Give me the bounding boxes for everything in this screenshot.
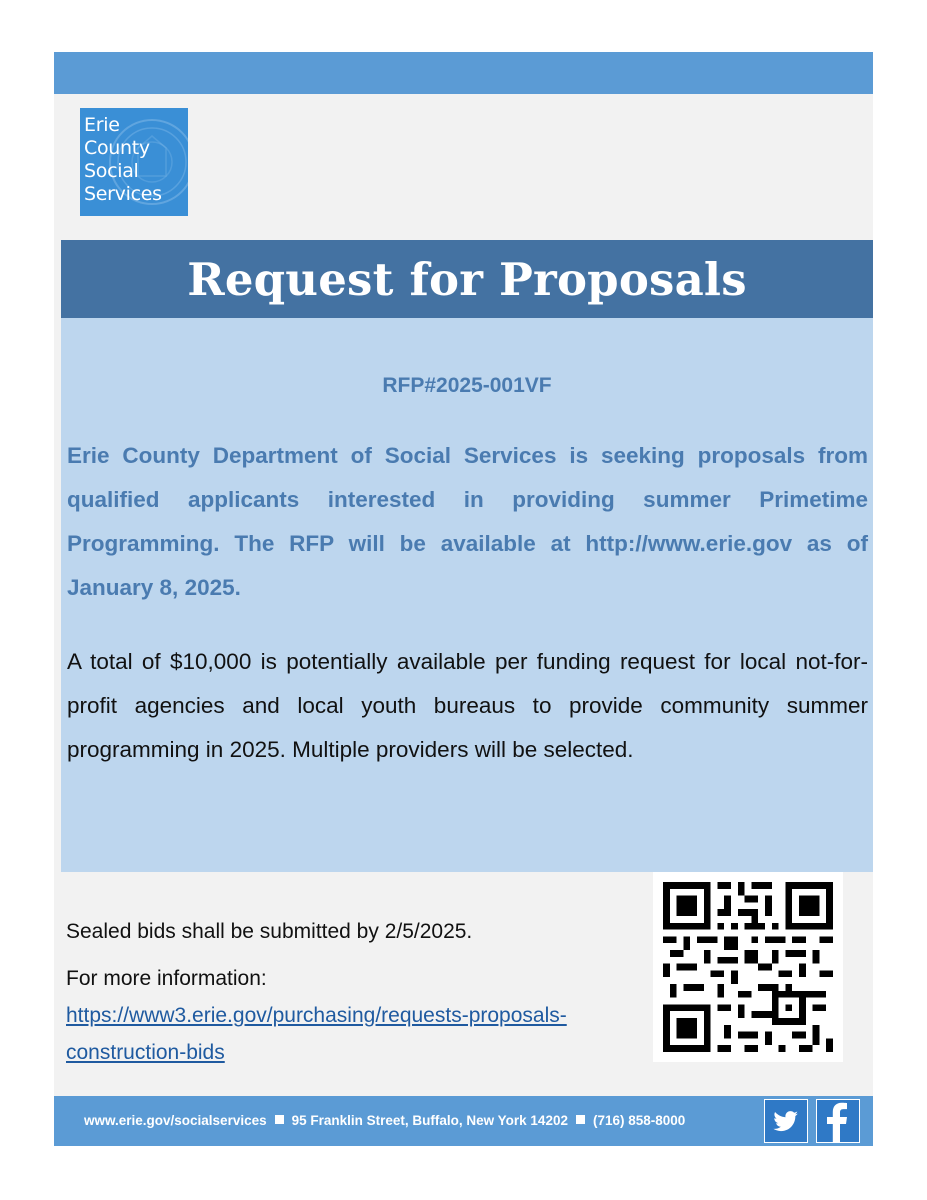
- qr-code[interactable]: [653, 872, 843, 1062]
- bid-info: [66, 918, 626, 1071]
- twitter-icon: [765, 1100, 807, 1142]
- footer-website[interactable]: www.erie.gov/socialservices: [84, 1113, 267, 1128]
- rfp-link[interactable]: https://www3.erie.gov/purchasing/requests-proposals-construction-bids: [66, 1004, 567, 1064]
- bid-deadline: Sealed bids shall be submitted by 2/5/2025.: [66, 920, 473, 943]
- more-info-label: For more information:: [66, 967, 267, 990]
- logo-text: [84, 114, 162, 206]
- top-band: [54, 52, 873, 94]
- footer-bar: [54, 1096, 873, 1146]
- announcement-paragraph: Erie County Department of Social Services is seeking proposals from qualified applicants interested in providing summer Primetime Programming. The RFP will be available at http://www.erie.gov as of January 8, 2025.: [67, 443, 868, 600]
- footer-contact: [84, 1096, 685, 1146]
- flyer-page: [54, 52, 873, 1146]
- separator-square-icon: [576, 1115, 585, 1124]
- funding-paragraph: A total of $10,000 is potentially available per funding request for local not-for-profit agencies and local youth bureaus to provide community summer programming in 2025. Multiple providers will be selected.: [67, 649, 868, 762]
- footer-address: 95 Franklin Street, Buffalo, New York 14202: [291, 1113, 568, 1128]
- announcement-box: [61, 318, 873, 872]
- title-bar: [61, 240, 873, 318]
- facebook-button[interactable]: [816, 1099, 860, 1143]
- twitter-button[interactable]: [764, 1099, 808, 1143]
- logo-line: Services: [84, 183, 162, 205]
- more-info: [66, 960, 626, 1071]
- facebook-icon: [817, 1100, 859, 1142]
- qr-code-icon: [663, 882, 833, 1052]
- logo-line: Social: [84, 160, 139, 182]
- agency-logo: [80, 108, 188, 216]
- logo-line: County: [84, 137, 150, 159]
- rfp-number: RFP#2025-001VF: [382, 374, 552, 397]
- separator-square-icon: [275, 1115, 284, 1124]
- logo-line: Erie: [84, 114, 120, 136]
- page-title: Request for Proposals: [187, 252, 747, 306]
- footer-phone: (716) 858-8000: [592, 1113, 686, 1128]
